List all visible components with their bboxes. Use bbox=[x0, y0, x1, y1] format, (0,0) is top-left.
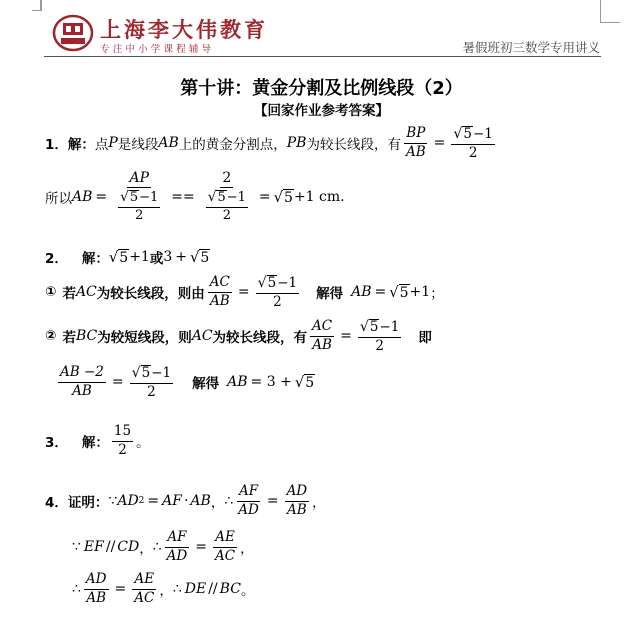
numerator: AC bbox=[310, 319, 334, 337]
fraction-ab-minus-2 bbox=[58, 365, 106, 399]
text: ， bbox=[139, 541, 153, 557]
crop-mark bbox=[600, 0, 601, 22]
fraction-golden bbox=[118, 189, 160, 224]
text: ， bbox=[159, 583, 173, 599]
denominator: 2 bbox=[468, 144, 478, 161]
solve-label: 解： bbox=[67, 137, 95, 153]
fraction-ad-ab bbox=[285, 484, 310, 518]
equals: == bbox=[171, 189, 195, 205]
fraction-ae-ac bbox=[213, 530, 237, 564]
therefore-symbol: ∴ bbox=[172, 581, 182, 597]
text: 即 bbox=[418, 330, 432, 346]
fraction-golden bbox=[256, 274, 300, 310]
page-subtitle: 【回家作业参考答案】 bbox=[254, 103, 389, 119]
page-title: 第十讲：黄金分割及比例线段（2） bbox=[180, 78, 463, 99]
text: 或 bbox=[149, 251, 164, 267]
parallel: // bbox=[105, 539, 116, 555]
text: −1 bbox=[226, 190, 246, 206]
equals: = bbox=[147, 493, 160, 509]
text: = 3 + bbox=[250, 374, 292, 390]
numerator: AF bbox=[237, 484, 260, 502]
text: ， bbox=[210, 495, 225, 511]
text: 3 bbox=[163, 249, 173, 265]
q1-line-2 bbox=[45, 166, 345, 228]
crop-mark bbox=[32, 10, 42, 11]
q2-line-2 bbox=[45, 272, 444, 312]
denominator: 2 bbox=[118, 441, 127, 458]
denominator: AB bbox=[72, 382, 92, 399]
text: ， bbox=[312, 495, 326, 511]
text: 解得 bbox=[192, 376, 220, 392]
text: 为较长线段，则由 bbox=[96, 286, 205, 302]
fraction-golden bbox=[206, 189, 248, 224]
text: 为较短线段，则 bbox=[97, 330, 192, 346]
q2-line-3 bbox=[45, 316, 432, 356]
fraction-ad-ab bbox=[84, 572, 109, 606]
radicand: 5 bbox=[267, 274, 277, 291]
text: 。 bbox=[240, 583, 255, 599]
var-ab: AB bbox=[190, 493, 211, 509]
numerator: AE bbox=[213, 530, 237, 548]
equals: = bbox=[111, 374, 124, 390]
therefore-symbol: ∴ bbox=[224, 493, 234, 509]
equals: = bbox=[237, 284, 250, 300]
crop-mark bbox=[600, 22, 620, 23]
school-logo-icon bbox=[52, 14, 94, 52]
radicand: 5 bbox=[305, 375, 315, 391]
var-p: P bbox=[108, 135, 118, 151]
text: ， bbox=[240, 541, 254, 557]
q2-line-4 bbox=[55, 362, 315, 402]
radicand: 5 bbox=[200, 250, 210, 266]
numerator: AD bbox=[84, 572, 109, 590]
var-pb: PB bbox=[286, 135, 307, 151]
radicand: 5 bbox=[369, 318, 379, 335]
radicand: 5 bbox=[284, 190, 293, 206]
dot: · bbox=[183, 493, 189, 509]
var-af: AF bbox=[162, 493, 182, 509]
question-number: 2． bbox=[45, 251, 68, 267]
text: 解得 bbox=[316, 286, 344, 302]
school-name: 上海李大伟教育 bbox=[100, 18, 268, 42]
parallel: // bbox=[208, 581, 218, 597]
text: 所以 bbox=[45, 191, 72, 207]
denominator: AD bbox=[166, 547, 188, 564]
sqrt-sign: √ bbox=[120, 189, 129, 206]
q4-line-2 bbox=[72, 526, 254, 568]
fraction-bp-ab bbox=[404, 126, 428, 160]
text: 上的黄金分割点， bbox=[178, 137, 287, 153]
sqrt-sign: √ bbox=[131, 365, 141, 382]
text: −1 bbox=[472, 126, 493, 143]
var-ab: AB bbox=[158, 135, 179, 151]
q1-line-1 bbox=[45, 123, 498, 163]
var-ac: AC bbox=[75, 284, 97, 300]
equals: = bbox=[374, 284, 387, 300]
therefore-symbol: ∴ bbox=[152, 539, 162, 555]
var-ad: AD bbox=[117, 493, 139, 509]
denominator: AB bbox=[287, 501, 307, 518]
fraction-af-ad bbox=[236, 484, 261, 518]
equals: = bbox=[433, 135, 446, 151]
because-symbol: ∵ bbox=[72, 539, 81, 555]
sqrt-sign: √ bbox=[359, 319, 369, 336]
header-divider bbox=[44, 56, 601, 57]
fraction-golden bbox=[130, 364, 174, 400]
solve-label: 解： bbox=[81, 435, 109, 451]
text: 若 bbox=[62, 330, 76, 346]
sqrt-sign: √ bbox=[257, 275, 267, 292]
text: +1 cm bbox=[293, 189, 341, 205]
fraction-golden bbox=[451, 125, 495, 161]
radicand: 5 bbox=[129, 189, 139, 205]
denominator: 2 bbox=[147, 383, 156, 400]
fraction-golden bbox=[358, 318, 402, 354]
fraction-15-2 bbox=[112, 424, 133, 458]
radicand: 5 bbox=[463, 125, 472, 142]
q4-line-3 bbox=[72, 568, 254, 610]
school-slogan: 专注中小学课程辅导 bbox=[100, 44, 215, 55]
text: 为较长线段，有 bbox=[306, 137, 401, 153]
sqrt-sign: √ bbox=[453, 126, 463, 143]
denominator: 2 bbox=[273, 293, 282, 310]
equals: = bbox=[95, 189, 108, 205]
denominator: AC bbox=[214, 547, 236, 564]
numerator: AP bbox=[127, 170, 151, 188]
sqrt-sign: √ bbox=[207, 189, 217, 206]
numerator: AB −2 bbox=[58, 365, 106, 383]
proof-label: 证明： bbox=[67, 495, 109, 511]
q4-line-1 bbox=[45, 480, 326, 522]
denominator: AB bbox=[209, 292, 230, 309]
numerator: AC bbox=[208, 275, 232, 293]
text: . bbox=[340, 189, 345, 205]
var-ab: AB bbox=[351, 284, 372, 300]
equals: = bbox=[258, 189, 271, 205]
fraction-ap bbox=[113, 170, 165, 224]
text: ； bbox=[430, 286, 444, 302]
sqrt-sign: √ bbox=[389, 284, 399, 301]
sqrt-sign: √ bbox=[273, 189, 284, 206]
radicand: 5 bbox=[119, 250, 129, 266]
text: −1 bbox=[139, 190, 159, 206]
text: +1 bbox=[129, 249, 150, 265]
denominator: AD bbox=[238, 501, 259, 518]
exponent: 2 bbox=[138, 496, 145, 506]
text: +1 bbox=[409, 284, 431, 300]
equals: = bbox=[266, 493, 279, 509]
plus: + bbox=[175, 249, 187, 265]
fraction-2 bbox=[201, 170, 253, 224]
denominator: AB bbox=[405, 143, 426, 160]
case-marker: ① bbox=[45, 284, 57, 300]
numerator: AE bbox=[132, 572, 156, 590]
numerator: 15 bbox=[112, 424, 133, 442]
fraction-ae-ac bbox=[132, 572, 156, 606]
equals: = bbox=[195, 539, 207, 555]
radicand: 5 bbox=[141, 364, 151, 381]
because-symbol: ∵ bbox=[108, 493, 118, 509]
numerator: 2 bbox=[220, 170, 233, 188]
denominator: 2 bbox=[135, 208, 144, 224]
var-bc: BC bbox=[219, 581, 241, 597]
text: 为较长线段，有 bbox=[212, 330, 308, 346]
fraction-ac-ab bbox=[208, 275, 232, 309]
denominator: 2 bbox=[222, 208, 231, 224]
question-number: 3． bbox=[45, 435, 68, 451]
question-number: 1． bbox=[45, 137, 68, 153]
solve-label: 解： bbox=[81, 251, 109, 267]
radicand: 5 bbox=[217, 189, 226, 205]
sqrt-sign: √ bbox=[189, 249, 200, 266]
text: 是线段 bbox=[117, 137, 159, 153]
denominator: AB bbox=[312, 336, 332, 353]
text: 点 bbox=[94, 137, 109, 153]
case-marker: ② bbox=[45, 328, 57, 344]
q3-line bbox=[45, 420, 150, 462]
sqrt-sign: √ bbox=[108, 249, 119, 266]
text: 。 bbox=[136, 435, 150, 451]
fraction-ac-ab bbox=[310, 319, 334, 353]
var-cd: CD bbox=[117, 539, 140, 555]
course-label: 暑假班初三数学专用讲义 bbox=[462, 40, 600, 55]
var-ef: EF bbox=[83, 539, 104, 555]
equals: = bbox=[340, 328, 352, 344]
numerator: BP bbox=[404, 126, 427, 144]
fraction-af-ad bbox=[165, 530, 190, 564]
var-ab: AB bbox=[227, 374, 248, 390]
text: 若 bbox=[62, 286, 76, 302]
numerator: AD bbox=[285, 484, 310, 502]
text: −1 bbox=[151, 365, 172, 382]
denominator: AB bbox=[86, 589, 107, 606]
equals: = bbox=[114, 581, 127, 597]
denominator: 2 bbox=[375, 337, 384, 354]
text: −1 bbox=[277, 275, 298, 292]
var-bc: BC bbox=[75, 328, 98, 344]
q2-line-1 bbox=[45, 246, 210, 268]
radicand: 5 bbox=[399, 285, 409, 301]
var-ab: AB bbox=[72, 189, 93, 205]
var-ac: AC bbox=[191, 328, 213, 344]
question-number: 4． bbox=[45, 495, 68, 511]
crop-mark bbox=[40, 0, 42, 10]
var-de: DE bbox=[184, 581, 207, 597]
text: −1 bbox=[379, 319, 400, 336]
sqrt-sign: √ bbox=[294, 374, 305, 391]
denominator: AC bbox=[134, 589, 155, 606]
therefore-symbol: ∴ bbox=[72, 581, 81, 597]
numerator: AF bbox=[165, 530, 188, 548]
